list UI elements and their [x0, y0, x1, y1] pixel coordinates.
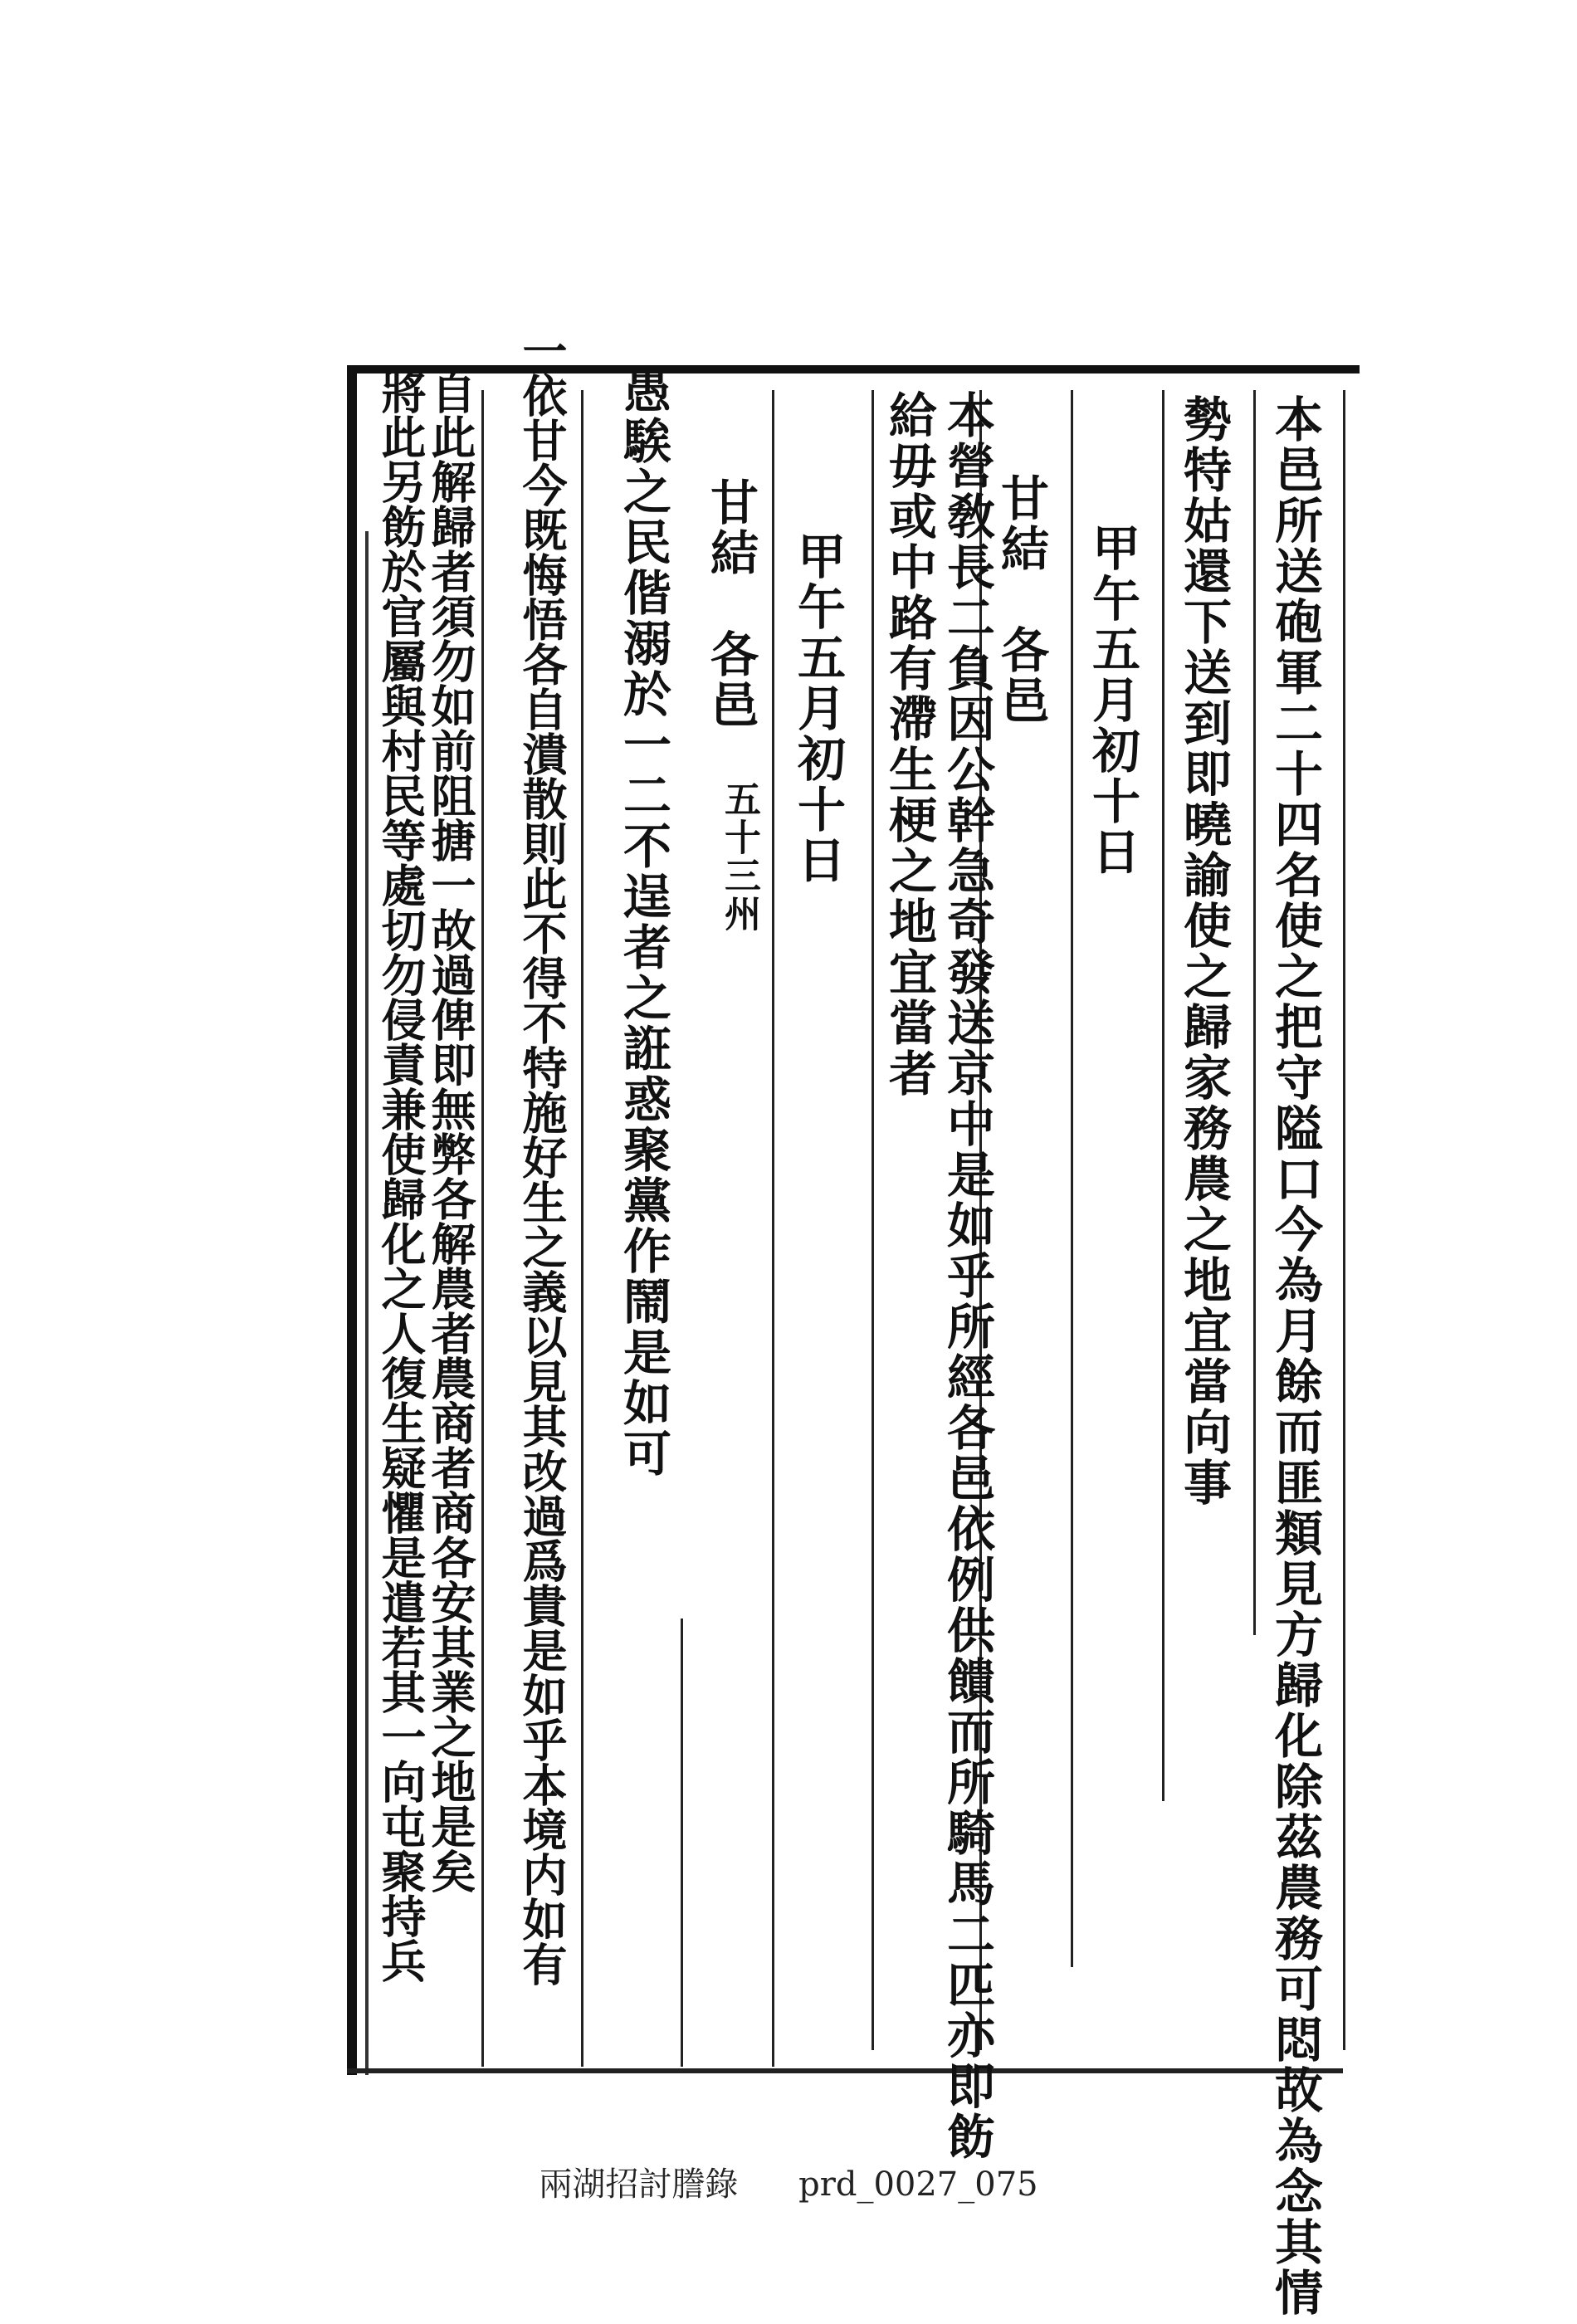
text-column-3: 甲午五月初十日 — [1084, 523, 1140, 877]
column-rule — [681, 1618, 683, 2067]
column-rule — [481, 390, 484, 2067]
column-rule — [1343, 390, 1345, 2050]
text-column-7: 甲午五月初十日 — [789, 531, 846, 886]
text-column-11: 自此解歸者須勿如前阻搪一故過俾即無弊各解農者農商者商各安其業之地是矣 — [424, 369, 477, 1893]
text-column-6: 給毋或中路有滯生梗之地宜當者 — [881, 390, 937, 1099]
frame-bottom-border — [347, 2068, 1343, 2073]
text-column-12: 將此另飭於官屬與村民等處切勿侵責兼使歸化之人復生疑懼是遣若其一向屯聚持兵 — [374, 369, 427, 1983]
column-rule — [1071, 390, 1073, 1967]
column-rule — [772, 390, 774, 2067]
text-column-9: 愚騃之民偕溺於一二不逞者之誑惑聚黨作鬧是如可 — [615, 365, 671, 1479]
caption-id: prd_0027_075 — [798, 2165, 1038, 2204]
frame-top-border — [347, 365, 1360, 374]
text-column-10: 一依甘今既悔悟各自潰散則此不得不特施好生之義以見其改過爲貴是如乎本境内如有 — [515, 328, 569, 1986]
text-column-8-note: 五十三州 — [718, 780, 760, 933]
text-column-2: 勢特姑還下送到即曉諭使之歸家務農之地宜當向事 — [1175, 394, 1232, 1508]
column-rule — [1253, 390, 1256, 1635]
frame-left-border — [347, 365, 357, 2075]
text-column-1: 本邑所送砲軍二十四名使之把守隘口今為月餘而匪類見方歸化除茲農務可悶故為念其情 — [1267, 394, 1323, 2318]
column-rule — [872, 390, 874, 2050]
column-rule — [581, 390, 583, 2067]
text-column-5: 本營敎長二負因公幹急奇發送京中是如乎所經各邑依例供饋而所騎馬二匹亦即飭 — [939, 390, 995, 2162]
frame-left-inner-border — [365, 531, 369, 2075]
caption-title: 兩湖招討謄錄 — [539, 2165, 739, 2204]
text-column-8: 甘結 各邑 — [702, 477, 759, 730]
column-rule — [1162, 390, 1164, 1801]
page-caption — [0, 2158, 1577, 2205]
text-column-4: 甘結 各邑 — [993, 473, 1049, 726]
